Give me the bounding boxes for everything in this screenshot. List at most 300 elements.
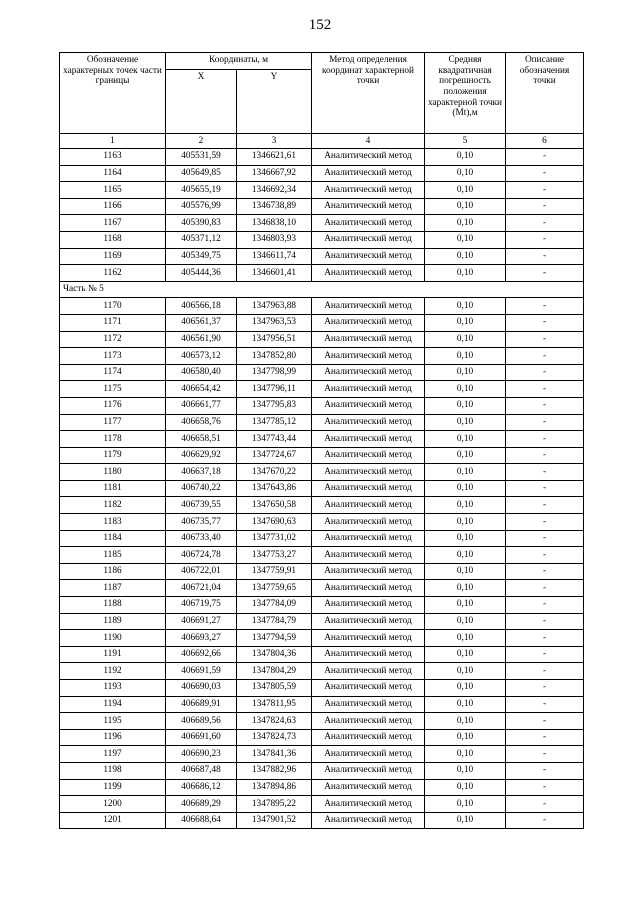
description-cell: - [506, 414, 584, 431]
method-cell: Аналитический метод [312, 480, 425, 497]
accuracy-cell: 0,10 [425, 762, 506, 779]
description-cell: - [506, 597, 584, 614]
x-coordinate-cell: 405649,85 [166, 165, 237, 182]
table-row [60, 447, 584, 464]
x-coordinate-cell: 406733,40 [166, 530, 237, 547]
accuracy-cell: 0,10 [425, 563, 506, 580]
table-row [60, 314, 584, 331]
y-coordinate-cell: 1347785,12 [237, 414, 312, 431]
table-row [60, 431, 584, 448]
table-row [60, 514, 584, 531]
description-cell: - [506, 530, 584, 547]
description-cell: - [506, 796, 584, 813]
x-coordinate-cell: 406693,27 [166, 630, 237, 647]
description-cell: - [506, 331, 584, 348]
table-row [60, 779, 584, 796]
y-coordinate-cell: 1347882,96 [237, 762, 312, 779]
y-coordinate-cell: 1346667,92 [237, 165, 312, 182]
header-point-designation: Обозначение характерных точек части границы [60, 53, 166, 134]
point-id-cell: 1200 [60, 796, 166, 813]
table-row [60, 397, 584, 414]
method-cell: Аналитический метод [312, 746, 425, 763]
accuracy-cell: 0,10 [425, 364, 506, 381]
method-cell: Аналитический метод [312, 796, 425, 813]
x-coordinate-cell: 406566,18 [166, 298, 237, 315]
point-id-cell: 1173 [60, 348, 166, 365]
description-cell: - [506, 680, 584, 697]
accuracy-cell: 0,10 [425, 729, 506, 746]
method-cell: Аналитический метод [312, 547, 425, 564]
x-coordinate-cell: 406691,59 [166, 663, 237, 680]
table-row [60, 414, 584, 431]
description-cell: - [506, 149, 584, 166]
y-coordinate-cell: 1347670,22 [237, 464, 312, 481]
method-cell: Аналитический метод [312, 447, 425, 464]
y-coordinate-cell: 1346601,41 [237, 265, 312, 282]
description-cell: - [506, 431, 584, 448]
accuracy-cell: 0,10 [425, 348, 506, 365]
accuracy-cell: 0,10 [425, 431, 506, 448]
table-row [60, 215, 584, 232]
point-id-cell: 1188 [60, 597, 166, 614]
table-body [60, 149, 584, 829]
point-id-cell: 1194 [60, 696, 166, 713]
column-number: 2 [166, 134, 237, 149]
section-row [60, 281, 584, 298]
x-coordinate-cell: 406691,60 [166, 729, 237, 746]
accuracy-cell: 0,10 [425, 497, 506, 514]
column-number-row [60, 134, 584, 149]
y-coordinate-cell: 1347824,63 [237, 713, 312, 730]
accuracy-cell: 0,10 [425, 215, 506, 232]
table-row [60, 613, 584, 630]
point-id-cell: 1192 [60, 663, 166, 680]
method-cell: Аналитический метод [312, 314, 425, 331]
accuracy-cell: 0,10 [425, 231, 506, 248]
y-coordinate-cell: 1347852,80 [237, 348, 312, 365]
accuracy-cell: 0,10 [425, 779, 506, 796]
description-cell: - [506, 580, 584, 597]
point-id-cell: 1180 [60, 464, 166, 481]
point-id-cell: 1171 [60, 314, 166, 331]
description-cell: - [506, 447, 584, 464]
table-row [60, 630, 584, 647]
method-cell: Аналитический метод [312, 182, 425, 199]
y-coordinate-cell: 1347841,36 [237, 746, 312, 763]
description-cell: - [506, 364, 584, 381]
x-coordinate-cell: 406689,29 [166, 796, 237, 813]
method-cell: Аналитический метод [312, 265, 425, 282]
point-id-cell: 1166 [60, 198, 166, 215]
x-coordinate-cell: 406658,51 [166, 431, 237, 448]
point-id-cell: 1183 [60, 514, 166, 531]
y-coordinate-cell: 1347759,91 [237, 563, 312, 580]
method-cell: Аналитический метод [312, 248, 425, 265]
method-cell: Аналитический метод [312, 663, 425, 680]
table-header [60, 53, 584, 149]
x-coordinate-cell: 406689,91 [166, 696, 237, 713]
description-cell: - [506, 298, 584, 315]
x-coordinate-cell: 406561,90 [166, 331, 237, 348]
y-coordinate-cell: 1346692,34 [237, 182, 312, 199]
y-coordinate-cell: 1347643,86 [237, 480, 312, 497]
point-id-cell: 1175 [60, 381, 166, 398]
point-id-cell: 1169 [60, 248, 166, 265]
description-cell: - [506, 464, 584, 481]
x-coordinate-cell: 405576,99 [166, 198, 237, 215]
method-cell: Аналитический метод [312, 514, 425, 531]
y-coordinate-cell: 1347963,88 [237, 298, 312, 315]
table-row [60, 646, 584, 663]
table-row [60, 530, 584, 547]
accuracy-cell: 0,10 [425, 165, 506, 182]
description-cell: - [506, 265, 584, 282]
accuracy-cell: 0,10 [425, 480, 506, 497]
x-coordinate-cell: 406690,23 [166, 746, 237, 763]
method-cell: Аналитический метод [312, 530, 425, 547]
y-coordinate-cell: 1347784,79 [237, 613, 312, 630]
accuracy-cell: 0,10 [425, 414, 506, 431]
x-coordinate-cell: 406692,66 [166, 646, 237, 663]
page-number: 152 [308, 17, 332, 33]
table-row [60, 381, 584, 398]
point-id-cell: 1193 [60, 680, 166, 697]
x-coordinate-cell: 406661,77 [166, 397, 237, 414]
table-row [60, 563, 584, 580]
point-id-cell: 1170 [60, 298, 166, 315]
accuracy-cell: 0,10 [425, 265, 506, 282]
accuracy-cell: 0,10 [425, 796, 506, 813]
header-y: Y [237, 69, 312, 133]
description-cell: - [506, 613, 584, 630]
description-cell: - [506, 779, 584, 796]
method-cell: Аналитический метод [312, 215, 425, 232]
accuracy-cell: 0,10 [425, 331, 506, 348]
accuracy-cell: 0,10 [425, 464, 506, 481]
point-id-cell: 1184 [60, 530, 166, 547]
y-coordinate-cell: 1347731,02 [237, 530, 312, 547]
description-cell: - [506, 348, 584, 365]
accuracy-cell: 0,10 [425, 182, 506, 199]
table-row [60, 364, 584, 381]
table-row [60, 182, 584, 199]
header-coordinates: Координаты, м [166, 53, 312, 70]
accuracy-cell: 0,10 [425, 680, 506, 697]
y-coordinate-cell: 1347795,83 [237, 397, 312, 414]
header-x: X [166, 69, 237, 133]
y-coordinate-cell: 1347824,73 [237, 729, 312, 746]
point-id-cell: 1176 [60, 397, 166, 414]
y-coordinate-cell: 1347804,36 [237, 646, 312, 663]
description-cell: - [506, 480, 584, 497]
method-cell: Аналитический метод [312, 563, 425, 580]
point-id-cell: 1186 [60, 563, 166, 580]
accuracy-cell: 0,10 [425, 397, 506, 414]
section-title: Часть № 5 [60, 281, 584, 298]
y-coordinate-cell: 1347794,59 [237, 630, 312, 647]
table-row [60, 464, 584, 481]
x-coordinate-cell: 406580,40 [166, 364, 237, 381]
x-coordinate-cell: 406561,37 [166, 314, 237, 331]
point-id-cell: 1179 [60, 447, 166, 464]
method-cell: Аналитический метод [312, 713, 425, 730]
y-coordinate-cell: 1347724,67 [237, 447, 312, 464]
x-coordinate-cell: 406573,12 [166, 348, 237, 365]
description-cell: - [506, 630, 584, 647]
column-number: 4 [312, 134, 425, 149]
point-id-cell: 1178 [60, 431, 166, 448]
method-cell: Аналитический метод [312, 630, 425, 647]
table-row [60, 597, 584, 614]
table-row [60, 348, 584, 365]
method-cell: Аналитический метод [312, 381, 425, 398]
method-cell: Аналитический метод [312, 464, 425, 481]
description-cell: - [506, 497, 584, 514]
table-row [60, 198, 584, 215]
point-id-cell: 1195 [60, 713, 166, 730]
table-row [60, 762, 584, 779]
accuracy-cell: 0,10 [425, 149, 506, 166]
y-coordinate-cell: 1347901,52 [237, 812, 312, 829]
y-coordinate-cell: 1347650,58 [237, 497, 312, 514]
method-cell: Аналитический метод [312, 431, 425, 448]
accuracy-cell: 0,10 [425, 514, 506, 531]
table-row [60, 497, 584, 514]
y-coordinate-cell: 1347956,51 [237, 331, 312, 348]
column-number: 1 [60, 134, 166, 149]
accuracy-cell: 0,10 [425, 696, 506, 713]
point-id-cell: 1162 [60, 265, 166, 282]
x-coordinate-cell: 406689,56 [166, 713, 237, 730]
accuracy-cell: 0,10 [425, 812, 506, 829]
y-coordinate-cell: 1346838,10 [237, 215, 312, 232]
method-cell: Аналитический метод [312, 364, 425, 381]
x-coordinate-cell: 406629,92 [166, 447, 237, 464]
table-row [60, 547, 584, 564]
table-row [60, 248, 584, 265]
method-cell: Аналитический метод [312, 165, 425, 182]
table-row [60, 480, 584, 497]
accuracy-cell: 0,10 [425, 630, 506, 647]
description-cell: - [506, 729, 584, 746]
table-row [60, 696, 584, 713]
description-cell: - [506, 231, 584, 248]
accuracy-cell: 0,10 [425, 198, 506, 215]
x-coordinate-cell: 406724,78 [166, 547, 237, 564]
header-description: Описание обозначения точки [506, 53, 584, 134]
description-cell: - [506, 248, 584, 265]
x-coordinate-cell: 405655,19 [166, 182, 237, 199]
x-coordinate-cell: 406637,18 [166, 464, 237, 481]
header-method: Метод определения координат характерной точки [312, 53, 425, 134]
method-cell: Аналитический метод [312, 696, 425, 713]
accuracy-cell: 0,10 [425, 713, 506, 730]
point-id-cell: 1198 [60, 762, 166, 779]
x-coordinate-cell: 405444,36 [166, 265, 237, 282]
y-coordinate-cell: 1346738,89 [237, 198, 312, 215]
table-row [60, 729, 584, 746]
y-coordinate-cell: 1347804,29 [237, 663, 312, 680]
description-cell: - [506, 215, 584, 232]
y-coordinate-cell: 1347784,09 [237, 597, 312, 614]
x-coordinate-cell: 406688,64 [166, 812, 237, 829]
x-coordinate-cell: 406739,55 [166, 497, 237, 514]
method-cell: Аналитический метод [312, 779, 425, 796]
table-row [60, 796, 584, 813]
table-row [60, 331, 584, 348]
description-cell: - [506, 165, 584, 182]
y-coordinate-cell: 1346803,93 [237, 231, 312, 248]
description-cell: - [506, 762, 584, 779]
point-id-cell: 1187 [60, 580, 166, 597]
table-row [60, 580, 584, 597]
method-cell: Аналитический метод [312, 646, 425, 663]
y-coordinate-cell: 1347894,86 [237, 779, 312, 796]
y-coordinate-cell: 1346621,61 [237, 149, 312, 166]
method-cell: Аналитический метод [312, 298, 425, 315]
x-coordinate-cell: 406654,42 [166, 381, 237, 398]
x-coordinate-cell: 406686,12 [166, 779, 237, 796]
y-coordinate-cell: 1347963,53 [237, 314, 312, 331]
x-coordinate-cell: 405531,59 [166, 149, 237, 166]
point-id-cell: 1181 [60, 480, 166, 497]
method-cell: Аналитический метод [312, 497, 425, 514]
accuracy-cell: 0,10 [425, 381, 506, 398]
accuracy-cell: 0,10 [425, 580, 506, 597]
y-coordinate-cell: 1347753,27 [237, 547, 312, 564]
table-row [60, 713, 584, 730]
y-coordinate-cell: 1347811,95 [237, 696, 312, 713]
y-coordinate-cell: 1346611,74 [237, 248, 312, 265]
table-row [60, 663, 584, 680]
method-cell: Аналитический метод [312, 414, 425, 431]
point-id-cell: 1191 [60, 646, 166, 663]
method-cell: Аналитический метод [312, 198, 425, 215]
point-id-cell: 1177 [60, 414, 166, 431]
method-cell: Аналитический метод [312, 597, 425, 614]
table-row [60, 265, 584, 282]
coordinates-table [59, 52, 584, 829]
description-cell: - [506, 713, 584, 730]
description-cell: - [506, 182, 584, 199]
x-coordinate-cell: 406691,27 [166, 613, 237, 630]
accuracy-cell: 0,10 [425, 530, 506, 547]
description-cell: - [506, 563, 584, 580]
point-id-cell: 1197 [60, 746, 166, 763]
point-id-cell: 1167 [60, 215, 166, 232]
table-row [60, 298, 584, 315]
point-id-cell: 1164 [60, 165, 166, 182]
method-cell: Аналитический метод [312, 231, 425, 248]
description-cell: - [506, 696, 584, 713]
y-coordinate-cell: 1347798,99 [237, 364, 312, 381]
method-cell: Аналитический метод [312, 613, 425, 630]
column-number: 5 [425, 134, 506, 149]
column-number: 3 [237, 134, 312, 149]
table-row [60, 746, 584, 763]
column-number: 6 [506, 134, 584, 149]
method-cell: Аналитический метод [312, 331, 425, 348]
description-cell: - [506, 381, 584, 398]
x-coordinate-cell: 405371,12 [166, 231, 237, 248]
x-coordinate-cell: 406740,22 [166, 480, 237, 497]
point-id-cell: 1174 [60, 364, 166, 381]
table-row [60, 812, 584, 829]
x-coordinate-cell: 406658,76 [166, 414, 237, 431]
point-id-cell: 1172 [60, 331, 166, 348]
point-id-cell: 1185 [60, 547, 166, 564]
description-cell: - [506, 514, 584, 531]
description-cell: - [506, 663, 584, 680]
table-row [60, 165, 584, 182]
accuracy-cell: 0,10 [425, 646, 506, 663]
method-cell: Аналитический метод [312, 348, 425, 365]
y-coordinate-cell: 1347743,44 [237, 431, 312, 448]
x-coordinate-cell: 406687,48 [166, 762, 237, 779]
point-id-cell: 1165 [60, 182, 166, 199]
accuracy-cell: 0,10 [425, 298, 506, 315]
description-cell: - [506, 646, 584, 663]
description-cell: - [506, 314, 584, 331]
accuracy-cell: 0,10 [425, 663, 506, 680]
y-coordinate-cell: 1347895,22 [237, 796, 312, 813]
point-id-cell: 1163 [60, 149, 166, 166]
method-cell: Аналитический метод [312, 729, 425, 746]
point-id-cell: 1201 [60, 812, 166, 829]
x-coordinate-cell: 406690,03 [166, 680, 237, 697]
y-coordinate-cell: 1347690,63 [237, 514, 312, 531]
accuracy-cell: 0,10 [425, 547, 506, 564]
description-cell: - [506, 746, 584, 763]
table-row [60, 231, 584, 248]
x-coordinate-cell: 406722,01 [166, 563, 237, 580]
method-cell: Аналитический метод [312, 812, 425, 829]
y-coordinate-cell: 1347759,65 [237, 580, 312, 597]
method-cell: Аналитический метод [312, 149, 425, 166]
x-coordinate-cell: 406735,77 [166, 514, 237, 531]
accuracy-cell: 0,10 [425, 314, 506, 331]
method-cell: Аналитический метод [312, 680, 425, 697]
point-id-cell: 1196 [60, 729, 166, 746]
y-coordinate-cell: 1347805,59 [237, 680, 312, 697]
accuracy-cell: 0,10 [425, 746, 506, 763]
method-cell: Аналитический метод [312, 580, 425, 597]
description-cell: - [506, 547, 584, 564]
x-coordinate-cell: 406721,04 [166, 580, 237, 597]
table-row [60, 149, 584, 166]
method-cell: Аналитический метод [312, 762, 425, 779]
header-accuracy: Средняя квадратичная погрешность положения характерной точки (Mt),м [425, 53, 506, 134]
point-id-cell: 1182 [60, 497, 166, 514]
accuracy-cell: 0,10 [425, 248, 506, 265]
table-row [60, 680, 584, 697]
point-id-cell: 1199 [60, 779, 166, 796]
description-cell: - [506, 812, 584, 829]
accuracy-cell: 0,10 [425, 447, 506, 464]
x-coordinate-cell: 405349,75 [166, 248, 237, 265]
y-coordinate-cell: 1347796,11 [237, 381, 312, 398]
point-id-cell: 1168 [60, 231, 166, 248]
x-coordinate-cell: 405390,83 [166, 215, 237, 232]
description-cell: - [506, 397, 584, 414]
accuracy-cell: 0,10 [425, 597, 506, 614]
description-cell: - [506, 198, 584, 215]
point-id-cell: 1189 [60, 613, 166, 630]
accuracy-cell: 0,10 [425, 613, 506, 630]
method-cell: Аналитический метод [312, 397, 425, 414]
point-id-cell: 1190 [60, 630, 166, 647]
x-coordinate-cell: 406719,75 [166, 597, 237, 614]
